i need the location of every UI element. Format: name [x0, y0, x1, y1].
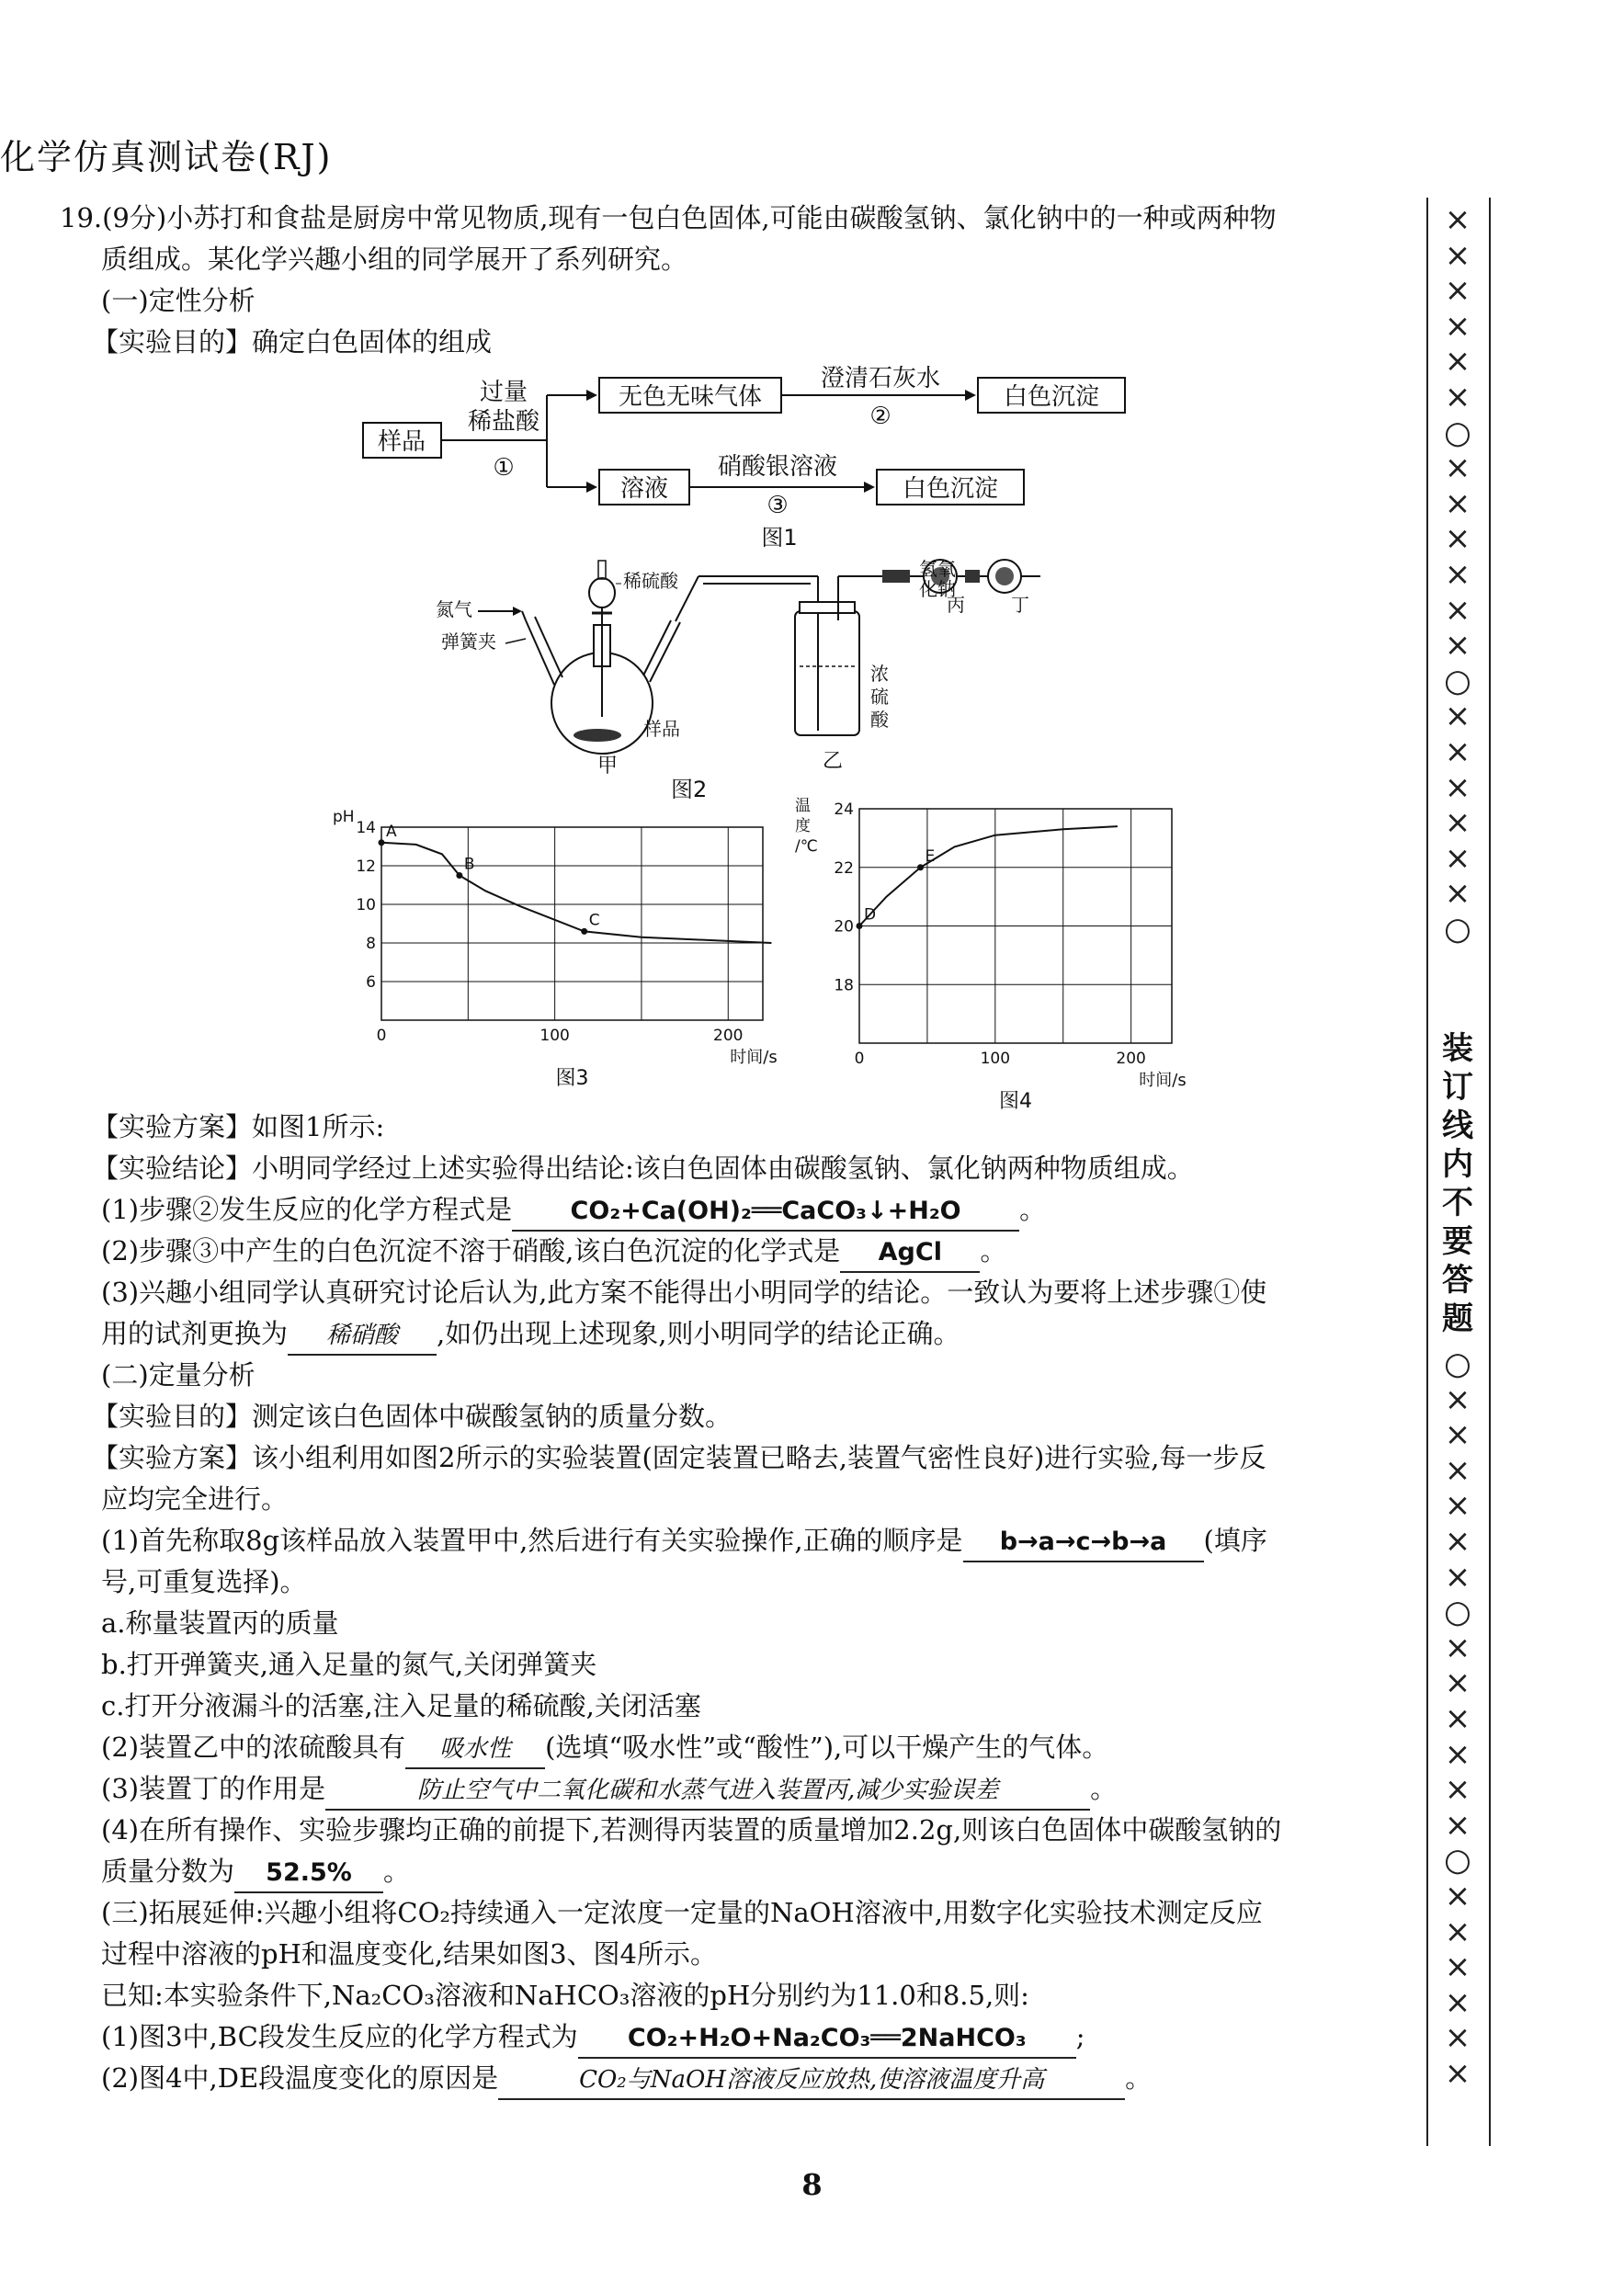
label-acid: 稀硫酸: [623, 570, 678, 592]
x-tick-label: 0: [376, 1027, 387, 1045]
p3-answer: 防止空气中二氧化碳和水蒸气进入装置丙,减少实验误差: [325, 1772, 1090, 1811]
box-solution-label: 溶液: [619, 475, 669, 503]
p2-suffix: (选填“吸水性”或“酸性”),可以干燥产生的气体。: [545, 1732, 1109, 1763]
section-qualitative: (一)定性分析: [101, 285, 256, 316]
q1-line: [101, 1191, 1046, 1232]
e1-line: [101, 2018, 1085, 2059]
figure-4-temperature-chart: [786, 790, 1190, 1113]
x-axis-label: 时间/s: [730, 1048, 778, 1067]
question-stem-line1: 19.(9分)小苏打和食盐是厨房中常见物质,现有一包白色固体,可能由碳酸氢钠、氯化钠中的一种或两种物: [60, 202, 1277, 233]
q2-suffix: 。: [980, 1235, 1007, 1266]
figure-3-ph-chart: [322, 808, 778, 1094]
y-tick-label: 10: [356, 896, 376, 914]
e2-answer: CO₂与NaOH溶液反应放热,使溶液温度升高: [498, 2061, 1125, 2100]
q2-answer: AgCl: [840, 1234, 980, 1273]
p1-answer: b→a→c→b→a: [963, 1524, 1204, 1562]
label-jia: 甲: [597, 755, 619, 778]
y-tick-label: 14: [356, 819, 376, 837]
y-tick-label: 24: [834, 801, 854, 819]
experiment-plan-2-line2: 应均完全进行。: [101, 1483, 289, 1515]
y-tick-label: 22: [834, 858, 854, 878]
e2-suffix: 。: [1125, 2062, 1153, 2094]
experiment-goal-1: 【实验目的】确定白色固体的组成: [92, 326, 493, 358]
p2-answer: 吸水性: [405, 1731, 545, 1769]
side-marks-top: × × × × × × ○ × × × × × × ○ × × × × × × ○: [1444, 201, 1471, 948]
y-axis-label-part: 温: [795, 797, 811, 815]
figure-2-caption: 图2: [671, 777, 708, 802]
p1-prefix: (1)首先称取8g该样品放入装置甲中,然后进行有关实验操作,正确的顺序是: [101, 1525, 963, 1556]
q3-line1: (3)兴趣小组同学认真研究讨论后认为,此方案不能得出小明同学的结论。一致认为要将上述步骤①使: [101, 1277, 1267, 1308]
figure-1-flowchart: [349, 363, 1158, 556]
reagent1-line2: 稀盐酸: [467, 408, 540, 436]
known-conditions: 已知:本实验条件下,Na₂CO₃溶液和NaHCO₃溶液的pH分别约为11.0和8.5,则:: [101, 1980, 1029, 2011]
label-conc-1: 浓: [870, 663, 889, 685]
e1-answer: CO₂+H₂O+Na₂CO₃══2NaHCO₃: [578, 2020, 1076, 2059]
experiment-conclusion: 【实验结论】小明同学经过上述实验得出结论:该白色固体由碳酸氢钠、氯化钠两种物质组成。: [92, 1153, 1194, 1184]
e1-suffix: ;: [1075, 2021, 1085, 2052]
section-extension-line2: 过程中溶液的pH和温度变化,结果如图3、图4所示。: [101, 1938, 717, 1970]
x-tick-label: 0: [854, 1050, 865, 1068]
chart-caption: 图3: [555, 1067, 589, 1090]
question-stem-line2: 质组成。某化学兴趣小组的同学展开了系列研究。: [101, 244, 688, 275]
p3-suffix: 。: [1090, 1773, 1118, 1804]
side-binding-text: 装订线内不要答题: [1442, 1030, 1473, 1337]
page-number: 8: [801, 2167, 823, 2202]
section-extension-line1: (三)拓展延伸:兴趣小组将CO₂持续通入一定浓度一定量的NaOH溶液中,用数字化实验技术测定反应: [101, 1897, 1263, 1928]
bottle-yi: [795, 611, 859, 735]
step3-marker: ③: [767, 492, 789, 519]
y-tick-label: 20: [834, 917, 854, 937]
section-quantitative: (二)定量分析: [101, 1359, 256, 1391]
x-tick-label: 100: [539, 1027, 570, 1045]
reagent1-line1: 过量: [479, 379, 528, 406]
q3-prefix: 用的试剂更换为: [101, 1318, 289, 1349]
figure-1-caption: 图1: [761, 525, 798, 551]
y-axis-label-part: 度: [795, 817, 811, 835]
q2-line: [101, 1232, 1006, 1273]
q3-answer: 稀硝酸: [288, 1317, 437, 1356]
box-gas-label: 无色无味气体: [618, 383, 763, 411]
point-label-E: E: [925, 846, 936, 866]
q3-suffix: ,如仍出现上述现象,则小明同学的结论正确。: [437, 1318, 960, 1349]
x-tick-label: 100: [980, 1050, 1011, 1068]
p4-prefix: 质量分数为: [101, 1856, 235, 1887]
side-marks-bottom: ○ × × × × × × ○ × × × × × × ○ × × × × × ×: [1444, 1346, 1471, 2092]
y-tick-label: 6: [366, 973, 376, 992]
p4-line2: [101, 1853, 410, 1893]
box-ppt1-label: 白色沉淀: [1003, 383, 1100, 411]
binding-line-left: [1426, 198, 1428, 2146]
p3-line: [101, 1770, 1117, 1811]
x-tick-label: 200: [713, 1027, 744, 1045]
label-naoh-line2: 化钠: [919, 578, 956, 600]
label-bing: 丙: [947, 594, 965, 616]
p4-answer: 52.5%: [234, 1855, 383, 1893]
page-header-title: 化学仿真测试卷(RJ): [0, 137, 333, 177]
label-ding: 丁: [1011, 594, 1029, 616]
y-tick-label: 18: [834, 976, 854, 995]
point-C: [581, 928, 587, 935]
p2-prefix: (2)装置乙中的浓硫酸具有: [101, 1732, 406, 1763]
point-B: [456, 872, 462, 879]
step1-marker: ①: [493, 454, 515, 482]
point-D: [857, 923, 863, 929]
experiment-plan-2-line1: 【实验方案】该小组利用如图2所示的实验装置(固定装置已略去,装置气密性良好)进行实验,每一步反: [92, 1442, 1266, 1473]
p3-prefix: (3)装置丁的作用是: [101, 1773, 326, 1804]
option-b: b.打开弹簧夹,通入足量的氮气,关闭弹簧夹: [101, 1649, 597, 1680]
p1-suffix: (填序: [1203, 1525, 1267, 1556]
point-A: [379, 839, 385, 846]
plot-frame: [381, 827, 763, 1020]
y-axis-label-part: /℃: [795, 837, 818, 856]
box-ppt2-label: 白色沉淀: [902, 475, 999, 503]
step2-marker: ②: [869, 403, 891, 430]
p1-line1: [101, 1522, 1267, 1562]
reagent2-label: 澄清石灰水: [820, 365, 941, 392]
label-clip: 弹簧夹: [441, 630, 496, 653]
chart-caption: 图4: [999, 1090, 1032, 1113]
p4-suffix: 。: [383, 1856, 411, 1887]
binding-line-right: [1489, 198, 1491, 2146]
y-tick-label: 12: [356, 857, 376, 876]
label-conc-2: 硫: [870, 686, 889, 708]
x-tick-label: 200: [1116, 1050, 1146, 1068]
label-yi: 乙: [823, 750, 844, 773]
point-label-D: D: [864, 905, 877, 925]
option-a: a.称量装置丙的质量: [101, 1607, 339, 1639]
label-naoh-line1: 氢氧: [919, 558, 956, 580]
point-label-A: A: [386, 822, 397, 841]
label-conc-3: 酸: [870, 709, 889, 731]
q1-suffix: 。: [1019, 1194, 1047, 1225]
point-E: [917, 864, 924, 870]
q1-answer: CO₂+Ca(OH)₂══CaCO₃↓+H₂O: [512, 1193, 1019, 1232]
point-label-B: B: [463, 855, 475, 874]
experiment-goal-2: 【实验目的】测定该白色固体中碳酸氢钠的质量分数。: [92, 1401, 733, 1432]
experiment-plan-1: 【实验方案】如图1所示:: [92, 1111, 385, 1142]
label-sample: 样品: [643, 718, 680, 740]
series-line: [859, 826, 1118, 926]
q2-prefix: (2)步骤③中产生的白色沉淀不溶于硝酸,该白色沉淀的化学式是: [101, 1235, 841, 1266]
q3-line2: [101, 1315, 960, 1356]
e1-prefix: (1)图3中,BC段发生反应的化学方程式为: [101, 2021, 578, 2052]
p4-line1: (4)在所有操作、实验步骤均正确的前提下,若测得丙装置的质量增加2.2g,则该白色固体中碳酸氢钠的: [101, 1814, 1282, 1845]
p1-line2: 号,可重复选择)。: [101, 1566, 307, 1597]
point-label-C: C: [588, 911, 600, 930]
p2-line: [101, 1729, 1108, 1769]
y-tick-label: 8: [366, 935, 376, 953]
option-c: c.打开分液漏斗的活塞,注入足量的稀硫酸,关闭活塞: [101, 1690, 701, 1721]
series-line: [381, 843, 771, 943]
label-nitrogen: 氮气: [436, 598, 472, 620]
box-sample-label: 样品: [377, 428, 426, 456]
e2-line: [101, 2060, 1152, 2100]
x-axis-label: 时间/s: [1139, 1071, 1187, 1090]
reagent3-label: 硝酸银溶液: [717, 453, 838, 481]
y-axis-label: pH: [333, 808, 355, 826]
q1-prefix: (1)步骤②发生反应的化学方程式是: [101, 1194, 513, 1225]
e2-prefix: (2)图4中,DE段温度变化的原因是: [101, 2062, 499, 2094]
